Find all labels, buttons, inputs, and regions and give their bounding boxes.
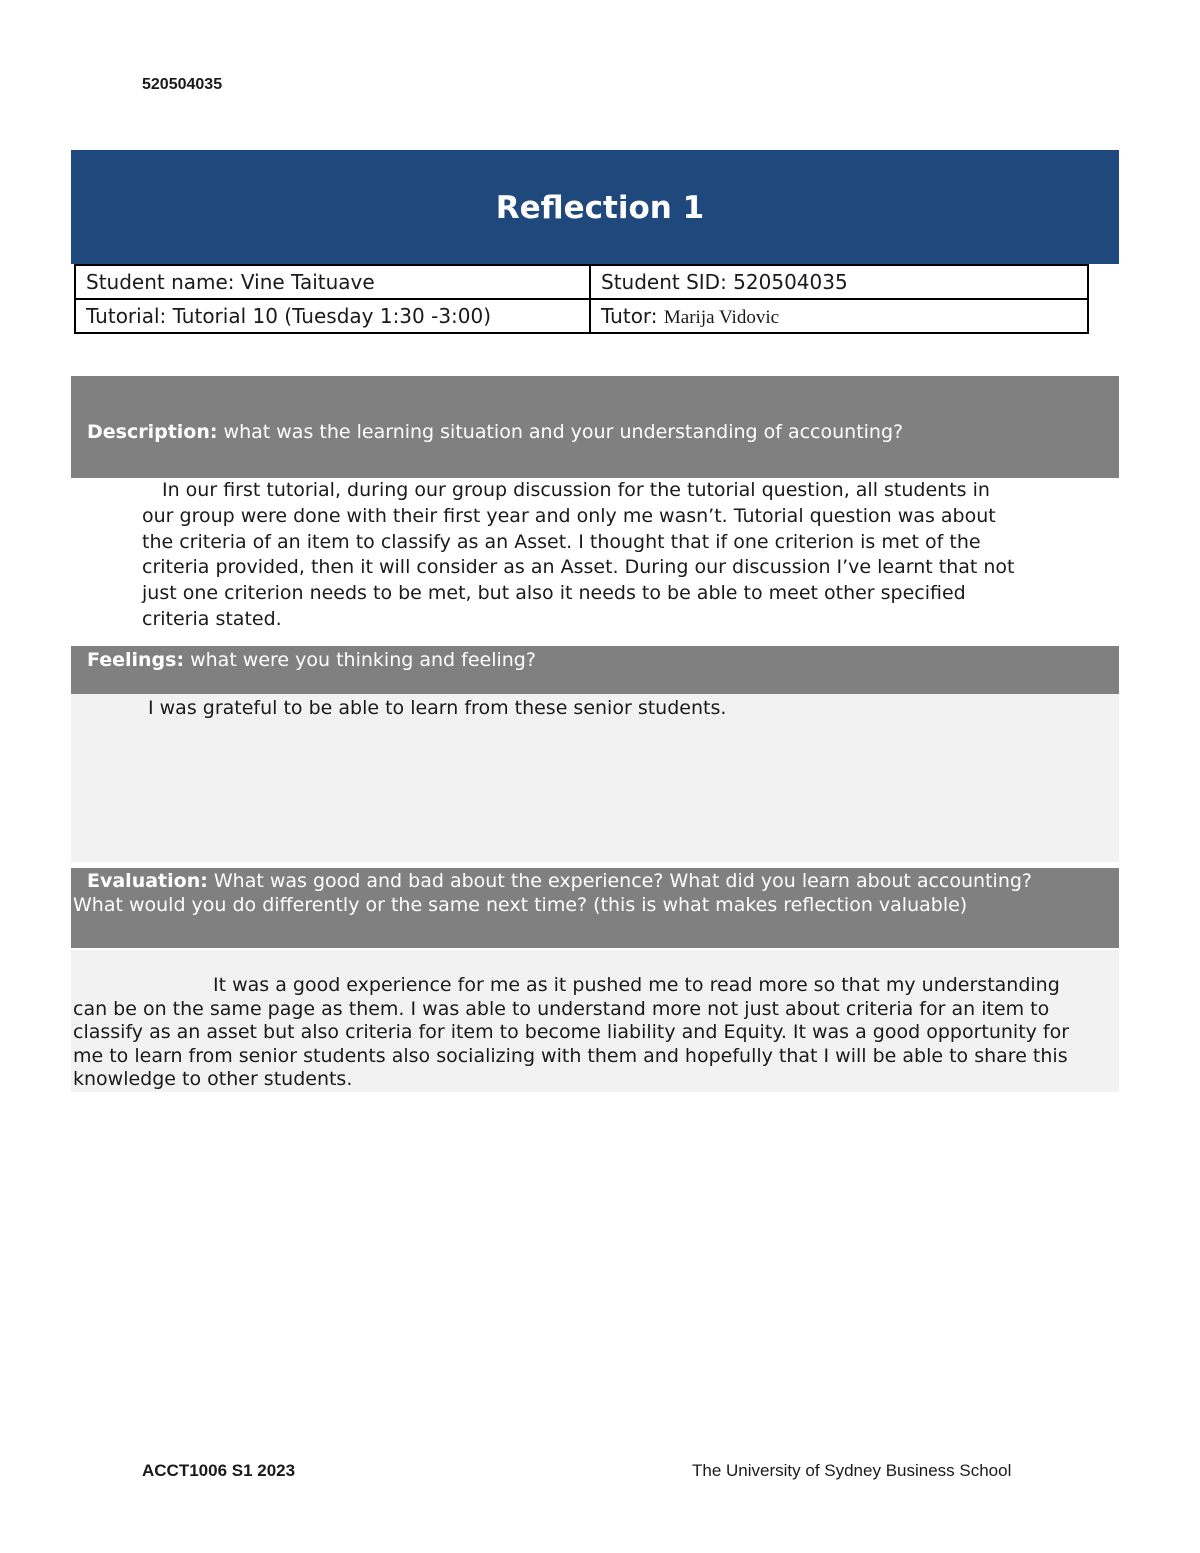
student-name-cell: Student name: Vine Taituave xyxy=(75,265,590,299)
feelings-header xyxy=(71,646,1119,694)
student-sid-cell: Student SID: 520504035 xyxy=(590,265,1088,299)
evaluation-line: knowledge to other students. xyxy=(73,1068,353,1091)
evaluation-line: It was a good experience for me as it pushed me to read more so that my understanding xyxy=(213,974,1060,996)
footer-school: The University of Sydney Business School xyxy=(692,1461,1012,1480)
evaluation-prompt-line2: What would you do differently or the same next time? (this is what makes reflection valuable) xyxy=(73,894,968,916)
student-info-table xyxy=(74,264,1089,334)
evaluation-answer-box xyxy=(71,950,1119,1092)
info-row xyxy=(75,299,1088,333)
description-line: the criteria of an item to classify as an Asset. I thought that if one criterion is met of the xyxy=(142,530,981,553)
description-prompt: what was the learning situation and your understanding of accounting? xyxy=(223,421,904,443)
description-line: In our first tutorial, during our group discussion for the tutorial question, all students in xyxy=(162,479,990,501)
info-row xyxy=(75,265,1088,299)
title-band xyxy=(71,150,1119,264)
tutor-label: Tutor: xyxy=(601,303,658,328)
evaluation-line: me to learn from senior students also socializing with them and hopefully that I will be able to share this xyxy=(73,1044,1068,1067)
footer-course: ACCT1006 S1 2023 xyxy=(142,1461,296,1480)
evaluation-header xyxy=(71,868,1119,948)
description-line: our group were done with their first year and only me wasn’t. Tutorial question was about xyxy=(142,504,996,527)
header-student-id: 520504035 xyxy=(142,76,223,93)
evaluation-label: Evaluation: xyxy=(87,870,208,892)
feelings-answer: I was grateful to be able to learn from these senior students. xyxy=(148,697,727,719)
description-line: criteria stated. xyxy=(142,607,282,630)
evaluation-line: can be on the same page as them. I was able to understand more not just about criteria for an item to xyxy=(73,997,1050,1020)
description-line: criteria provided, then it will consider as an Asset. During our discussion I’ve learnt that not xyxy=(142,556,1015,579)
feelings-label: Feelings: xyxy=(87,649,185,671)
description-header xyxy=(71,376,1119,478)
tutor-cell xyxy=(590,299,1088,333)
description-answer xyxy=(142,478,1062,633)
evaluation-line: classify as an asset but also criteria for item to become liability and Equity. It was a good opportunity for xyxy=(73,1021,1070,1044)
tutorial-cell: Tutorial: Tutorial 10 (Tuesday 1:30 -3:00) xyxy=(75,299,590,333)
feelings-answer-box xyxy=(71,694,1119,862)
evaluation-prompt-line1: What was good and bad about the experience? What did you learn about accounting? xyxy=(213,870,1033,892)
feelings-prompt: what were you thinking and feeling? xyxy=(190,649,536,671)
description-line: just one criterion needs to be met, but also it needs to be able to meet other specified xyxy=(142,582,966,605)
page-title: Reflection 1 xyxy=(495,190,705,226)
tutor-name: Marija Vidovic xyxy=(663,306,780,328)
description-label: Description: xyxy=(87,421,218,443)
